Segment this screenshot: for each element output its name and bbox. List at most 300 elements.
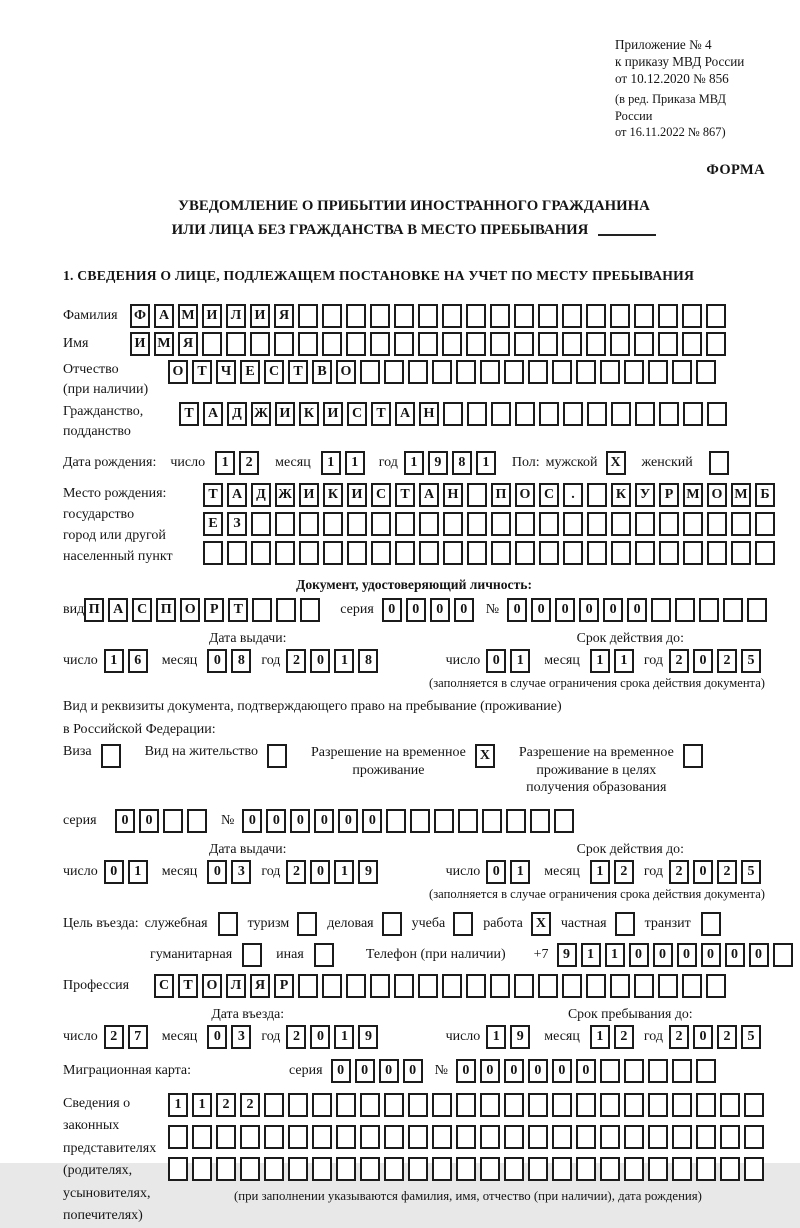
form-cell-filled: Н xyxy=(443,483,463,507)
form-cell-filled: О xyxy=(168,360,188,384)
form-cell-filled: Д xyxy=(227,402,247,426)
form-cell-filled: М xyxy=(683,483,703,507)
name-row xyxy=(63,332,765,356)
form-cell-empty xyxy=(648,1125,668,1149)
residence-issue-block: Дата выдачи: число 0 1 месяц 0 3 год 2 0 1 9 xyxy=(63,841,382,884)
residence-permit-checkbox xyxy=(267,744,291,768)
section1-heading: 1. СВЕДЕНИЯ О ЛИЦЕ, ПОДЛЕЖАЩЕМ ПОСТАНОВКЕ НА УЧЕТ ПО МЕСТУ ПРЕБЫВАНИЯ xyxy=(63,268,695,284)
form-cell-filled: 0 xyxy=(290,809,310,833)
form-cell-empty xyxy=(432,1157,452,1181)
form-cell-filled: Ч xyxy=(216,360,236,384)
form-cell-filled: 0 xyxy=(310,860,330,884)
form-cell-empty xyxy=(610,304,630,328)
residence-number-label: № xyxy=(221,812,235,828)
form-cell-filled: О xyxy=(515,483,535,507)
form-cell-empty xyxy=(538,304,558,328)
visa-checkbox xyxy=(101,744,125,768)
form-cell-filled: 1 xyxy=(614,649,634,673)
form-cell-filled: 5 xyxy=(741,649,761,673)
form-cell-filled: 9 xyxy=(358,860,378,884)
form-cell-filled: К xyxy=(611,483,631,507)
form-cell-empty xyxy=(322,974,342,998)
form-cell-empty xyxy=(538,332,558,356)
citizenship-row xyxy=(63,402,765,442)
form-cell-filled: 1 xyxy=(192,1093,212,1117)
form-cell-filled: Е xyxy=(203,512,223,536)
form-cell-empty xyxy=(163,809,183,833)
purpose-private-checkbox xyxy=(615,912,639,936)
form-cell-empty xyxy=(227,541,247,565)
form-cell-empty xyxy=(706,304,726,328)
form-cell-filled: 1 xyxy=(486,1025,506,1049)
form-cell-empty xyxy=(442,304,462,328)
month-label: месяц xyxy=(275,455,311,471)
form-cell-empty xyxy=(659,402,679,426)
form-cell-empty xyxy=(480,1157,500,1181)
form-cell-filled: 5 xyxy=(741,1025,761,1049)
form-cell-empty xyxy=(648,360,668,384)
form-cell-empty xyxy=(482,809,502,833)
annex-edit-block xyxy=(615,91,765,139)
issue-day-cells xyxy=(104,649,152,673)
form-cell-filled: 0 xyxy=(677,943,697,967)
form-cell-empty xyxy=(336,1157,356,1181)
expiry-date-block: Срок действия до: число 0 1 месяц 1 1 год 2 0 2 5 xyxy=(446,630,765,673)
form-cell-filled: 2 xyxy=(286,860,306,884)
purpose-transit-checkbox xyxy=(701,912,725,936)
form-cell-empty xyxy=(218,912,238,936)
annex-line: Приложение № 4 xyxy=(615,37,712,52)
form-cell-filled: 2 xyxy=(239,451,259,475)
form-cell-filled: 0 xyxy=(693,1025,713,1049)
form-cell-empty xyxy=(562,974,582,998)
form-cell-empty xyxy=(504,360,524,384)
form-cell-empty xyxy=(360,360,380,384)
birth-month-cells xyxy=(321,451,369,475)
form-cell-empty xyxy=(434,809,454,833)
annex-line: от 10.12.2020 № 856 xyxy=(615,71,729,87)
form-cell-empty xyxy=(563,512,583,536)
form-cell-filled: 6 xyxy=(128,649,148,673)
form-cell-empty xyxy=(586,304,606,328)
form-cell-empty xyxy=(504,1157,524,1181)
form-cell-filled: Р xyxy=(659,483,679,507)
form-cell-empty xyxy=(587,512,607,536)
annex-edit-line: от 16.11.2022 № 867) xyxy=(615,124,726,139)
form-cell-filled: 1 xyxy=(510,649,530,673)
migration-card-label: Миграционная карта: xyxy=(63,1062,192,1078)
option-residence-permit: Вид на жительство xyxy=(145,744,291,768)
form-cell-filled: 0 xyxy=(531,598,551,622)
form-cell-empty xyxy=(696,360,716,384)
form-cell-filled: 1 xyxy=(590,649,610,673)
form-cell-empty xyxy=(443,541,463,565)
form-cell-empty xyxy=(419,541,439,565)
form-cell-empty xyxy=(515,402,535,426)
form-cell-empty xyxy=(418,304,438,328)
form-cell-empty xyxy=(346,332,366,356)
form-cell-empty xyxy=(312,1157,332,1181)
patronymic-label: Отчество (при наличии) xyxy=(63,362,149,398)
form-cell-filled: Л xyxy=(226,304,246,328)
birthplace-block xyxy=(63,483,770,570)
form-cell-filled: О xyxy=(707,483,727,507)
form-cell-filled: 1 xyxy=(128,860,148,884)
form-cell-empty xyxy=(395,541,415,565)
form-cell-empty xyxy=(528,1093,548,1117)
form-cell-empty xyxy=(458,809,478,833)
form-cell-empty xyxy=(370,304,390,328)
form-cell-filled: А xyxy=(395,402,415,426)
form-cell-empty xyxy=(635,541,655,565)
form-cell-filled: 1 xyxy=(510,860,530,884)
form-cell-empty xyxy=(706,974,726,998)
birthplace-labels: Место рождения: государство город или другой населенный пункт xyxy=(63,486,173,565)
form-cell-empty xyxy=(611,402,631,426)
form-cell-filled: Т xyxy=(179,402,199,426)
form-cell-filled: X xyxy=(606,451,626,475)
form-cell-empty xyxy=(466,974,486,998)
form-cell-empty xyxy=(624,1059,644,1083)
form-cell-filled: М xyxy=(154,332,174,356)
entry-year-cells xyxy=(286,1025,382,1049)
birth-year-cells xyxy=(404,451,500,475)
form-cell-empty xyxy=(336,1125,356,1149)
form-cell-filled: А xyxy=(154,304,174,328)
form-cell-filled: Т xyxy=(288,360,308,384)
entry-dates xyxy=(63,1006,765,1049)
form-cell-filled: 0 xyxy=(362,809,382,833)
form-cell-filled: Д xyxy=(251,483,271,507)
form-cell-empty xyxy=(322,332,342,356)
form-cell-empty xyxy=(360,1125,380,1149)
form-cell-empty xyxy=(635,402,655,426)
form-cell-filled: Ж xyxy=(251,402,271,426)
form-cell-filled: Т xyxy=(228,598,248,622)
form-cell-filled: С xyxy=(539,483,559,507)
form-cell-empty xyxy=(346,974,366,998)
form-cell-filled: 3 xyxy=(231,1025,251,1049)
purpose-row2: гуманитарная иная Телефон (при наличии) +7 9 1 1 0 0 0 0 0 0 xyxy=(63,943,765,967)
form-cell-empty xyxy=(682,304,702,328)
form-cell-empty xyxy=(600,1093,620,1117)
form-cell-empty xyxy=(696,1157,716,1181)
residence-expiry-block: Срок действия до: число 0 1 месяц 1 2 год 2 0 2 5 xyxy=(446,841,765,884)
form-cell-empty xyxy=(203,541,223,565)
surname-label: Фамилия xyxy=(63,308,118,324)
form-cell-empty xyxy=(240,1125,260,1149)
form-cell-empty xyxy=(773,943,793,967)
form-cell-empty xyxy=(298,332,318,356)
form-cell-empty xyxy=(504,1125,524,1149)
form-cell-filled: Ф xyxy=(130,304,150,328)
form-cell-filled: 0 xyxy=(207,649,227,673)
representatives-cells-row1 xyxy=(168,1093,768,1117)
issue-date-heading: Дата выдачи: xyxy=(208,630,287,646)
form-cell-filled: Н xyxy=(419,402,439,426)
form-cell-empty xyxy=(587,541,607,565)
form-cell-filled: 1 xyxy=(476,451,496,475)
form-cell-empty xyxy=(480,360,500,384)
form-cell-empty xyxy=(683,512,703,536)
form-cell-filled: 0 xyxy=(266,809,286,833)
form-cell-empty xyxy=(611,541,631,565)
residence-doc-intro2: в Российской Федерации: xyxy=(63,722,216,738)
form-cell-empty xyxy=(600,360,620,384)
birth-day-cells xyxy=(215,451,263,475)
form-cell-filled: 0 xyxy=(207,1025,227,1049)
form-cell-filled: 0 xyxy=(627,598,647,622)
form-cell-filled: 2 xyxy=(717,1025,737,1049)
representatives-cells-row2 xyxy=(168,1125,768,1149)
form-cell-empty xyxy=(347,541,367,565)
form-cell-filled: С xyxy=(154,974,174,998)
form-cell-empty xyxy=(466,304,486,328)
surname-row xyxy=(63,304,765,328)
form-cell-filled: 0 xyxy=(314,809,334,833)
form-cell-filled: И xyxy=(347,483,367,507)
form-cell-empty xyxy=(744,1093,764,1117)
form-cell-filled: 1 xyxy=(581,943,601,967)
form-cell-empty xyxy=(467,402,487,426)
annex-line: к приказу МВД России xyxy=(615,54,745,70)
form-cell-empty xyxy=(682,332,702,356)
patronymic-cells xyxy=(168,360,720,384)
form-cell-filled: 0 xyxy=(207,860,227,884)
residence-issue-year-cells xyxy=(286,860,382,884)
doc-kind-cells xyxy=(84,598,324,622)
phone-label: Телефон (при наличии) xyxy=(365,946,506,962)
identity-doc-row xyxy=(63,598,765,622)
form-cell-filled: 0 xyxy=(104,860,124,884)
form-cell-filled: Т xyxy=(203,483,223,507)
entry-day-cells xyxy=(104,1025,152,1049)
identity-doc-footnote: (заполняется в случае ограничения срока действия документа) xyxy=(429,676,765,691)
form-cell-empty xyxy=(101,744,121,768)
form-cell-filled: 2 xyxy=(104,1025,124,1049)
form-cell-empty xyxy=(539,512,559,536)
form-cell-empty xyxy=(731,541,751,565)
form-cell-empty xyxy=(586,332,606,356)
form-cell-empty xyxy=(515,512,535,536)
form-cell-empty xyxy=(554,809,574,833)
form-cell-empty xyxy=(696,1059,716,1083)
form-cell-empty xyxy=(491,541,511,565)
form-cell-empty xyxy=(504,1093,524,1117)
form-cell-empty xyxy=(747,598,767,622)
purpose-business-checkbox xyxy=(218,912,242,936)
purpose-humanitarian-checkbox xyxy=(242,943,266,967)
form-cell-filled: С xyxy=(371,483,391,507)
form-cell-empty xyxy=(360,1157,380,1181)
form-cell-filled: М xyxy=(178,304,198,328)
citizenship-cells xyxy=(179,402,731,426)
form-cell-filled: 0 xyxy=(749,943,769,967)
form-cell-filled: 2 xyxy=(669,649,689,673)
form-cell-empty xyxy=(634,332,654,356)
form-cell-empty xyxy=(610,974,630,998)
migration-series-label: серия xyxy=(289,1062,323,1078)
form-cell-empty xyxy=(408,1157,428,1181)
form-cell-empty xyxy=(490,304,510,328)
phone-prefix: +7 xyxy=(533,946,549,962)
form-cell-filled: 1 xyxy=(605,943,625,967)
form-cell-filled: А xyxy=(227,483,247,507)
form-cell-filled: 0 xyxy=(338,809,358,833)
form-cell-filled: Т xyxy=(178,974,198,998)
temp-residence-checkbox xyxy=(475,744,499,768)
form-cell-empty xyxy=(672,1157,692,1181)
form-cell-empty xyxy=(490,974,510,998)
form-cell-filled: О xyxy=(180,598,200,622)
migration-card-row xyxy=(63,1059,765,1083)
purpose-commercial-checkbox xyxy=(382,912,406,936)
form-cell-empty xyxy=(683,744,703,768)
blank-underline xyxy=(598,234,656,236)
purpose-tourism-checkbox xyxy=(297,912,321,936)
form-cell-empty xyxy=(267,744,287,768)
form-cell-empty xyxy=(312,1125,332,1149)
form-cell-empty xyxy=(443,402,463,426)
form-cell-filled: И xyxy=(250,304,270,328)
form-cell-empty xyxy=(610,332,630,356)
form-cell-filled: 0 xyxy=(139,809,159,833)
name-cells xyxy=(130,332,730,356)
form-cell-filled: И xyxy=(130,332,150,356)
form-cell-empty xyxy=(216,1125,236,1149)
form-cell-filled: 1 xyxy=(215,451,235,475)
form-cell-empty xyxy=(682,974,702,998)
form-cell-empty xyxy=(408,1093,428,1117)
form-cell-empty xyxy=(168,1157,188,1181)
form-cell-empty xyxy=(395,512,415,536)
form-cell-filled: 9 xyxy=(510,1025,530,1049)
form-cell-empty xyxy=(242,943,262,967)
form-cell-empty xyxy=(720,1125,740,1149)
residence-doc-options xyxy=(63,744,765,797)
form-cell-filled: 1 xyxy=(104,649,124,673)
form-cell-filled: А xyxy=(419,483,439,507)
purpose-work-checkbox xyxy=(531,912,555,936)
form-cell-empty xyxy=(539,402,559,426)
form-cell-filled: 2 xyxy=(216,1093,236,1117)
form-cell-filled: 0 xyxy=(480,1059,500,1083)
form-cell-empty xyxy=(264,1157,284,1181)
form-cell-empty xyxy=(467,483,487,507)
form-cell-empty xyxy=(576,1157,596,1181)
form-cell-filled: И xyxy=(323,402,343,426)
purpose-study-checkbox xyxy=(453,912,477,936)
form-cell-empty xyxy=(539,541,559,565)
surname-cells xyxy=(130,304,730,328)
form-cell-empty xyxy=(530,809,550,833)
form-cell-filled: 0 xyxy=(576,1059,596,1083)
representatives-labels: Сведения о законных представителях (родителях, усыновителях, попечителях) xyxy=(63,1095,157,1224)
expiry-date-heading: Срок действия до: xyxy=(576,630,684,646)
form-cell-empty xyxy=(394,304,414,328)
form-cell-filled: Ж xyxy=(275,483,295,507)
form-cell-empty xyxy=(635,512,655,536)
form-cell-empty xyxy=(576,1093,596,1117)
form-cell-empty xyxy=(658,332,678,356)
form-cell-filled: 2 xyxy=(286,649,306,673)
form-cell-filled: 2 xyxy=(717,649,737,673)
representatives-cells-row3 xyxy=(168,1157,768,1181)
issue-month-cells xyxy=(207,649,255,673)
form-cell-empty xyxy=(371,541,391,565)
form-cell-empty xyxy=(658,304,678,328)
form-cell-empty xyxy=(187,809,207,833)
form-cell-filled: Р xyxy=(274,974,294,998)
form-cell-filled: 0 xyxy=(693,649,713,673)
phone-cells xyxy=(557,943,797,967)
form-cell-empty xyxy=(432,360,452,384)
form-cell-empty xyxy=(576,1125,596,1149)
form-cell-empty xyxy=(456,1093,476,1117)
form-cell-empty xyxy=(648,1157,668,1181)
form-cell-empty xyxy=(442,332,462,356)
form-cell-empty xyxy=(382,912,402,936)
sex-label: Пол: xyxy=(511,455,540,471)
form-cell-empty xyxy=(299,512,319,536)
form-cell-empty xyxy=(467,512,487,536)
profession-label: Профессия xyxy=(63,977,130,993)
residence-issue-day-cells xyxy=(104,860,152,884)
form-cell-filled: 1 xyxy=(590,860,610,884)
form-cell-filled: Б xyxy=(755,483,775,507)
form-cell-empty xyxy=(240,1157,260,1181)
form-cell-empty xyxy=(408,1125,428,1149)
form-cell-filled: 0 xyxy=(552,1059,572,1083)
form-cell-empty xyxy=(491,512,511,536)
form-cell-filled: 1 xyxy=(334,860,354,884)
form-cell-filled: 2 xyxy=(717,860,737,884)
form-cell-empty xyxy=(552,360,572,384)
form-cell-empty xyxy=(394,332,414,356)
form-cell-empty xyxy=(264,1125,284,1149)
form-cell-empty xyxy=(731,512,751,536)
form-cell-empty xyxy=(634,974,654,998)
form-cell-filled: З xyxy=(227,512,247,536)
doc-number-label: № xyxy=(485,602,500,618)
form-cell-filled: 9 xyxy=(428,451,448,475)
profession-row xyxy=(63,974,765,998)
birthplace-rows xyxy=(203,483,779,570)
identity-doc-heading: Документ, удостоверяющий личность: xyxy=(296,577,532,593)
form-cell-filled: 2 xyxy=(240,1093,260,1117)
form-cell-empty xyxy=(672,1059,692,1083)
form-cell-empty xyxy=(298,304,318,328)
issue-date-block: Дата выдачи: число 1 6 месяц 0 8 год 2 0 1 8 xyxy=(63,630,382,673)
entry-month-cells xyxy=(207,1025,255,1049)
form-cell-empty xyxy=(394,974,414,998)
representatives-block xyxy=(63,1093,765,1228)
form-cell-filled: П xyxy=(491,483,511,507)
form-cell-empty xyxy=(432,1125,452,1149)
form-cell-empty xyxy=(672,360,692,384)
form-cell-empty xyxy=(658,974,678,998)
form-cell-empty xyxy=(202,332,222,356)
form-cell-empty xyxy=(696,1125,716,1149)
form-cell-empty xyxy=(699,598,719,622)
birthdate-row xyxy=(63,451,765,475)
residence-doc-series-row xyxy=(63,809,765,833)
form-cell-empty xyxy=(443,512,463,536)
form-cell-empty xyxy=(709,451,729,475)
form-cell-empty xyxy=(624,360,644,384)
form-cell-empty xyxy=(168,1125,188,1149)
form-cell-empty xyxy=(384,1093,404,1117)
